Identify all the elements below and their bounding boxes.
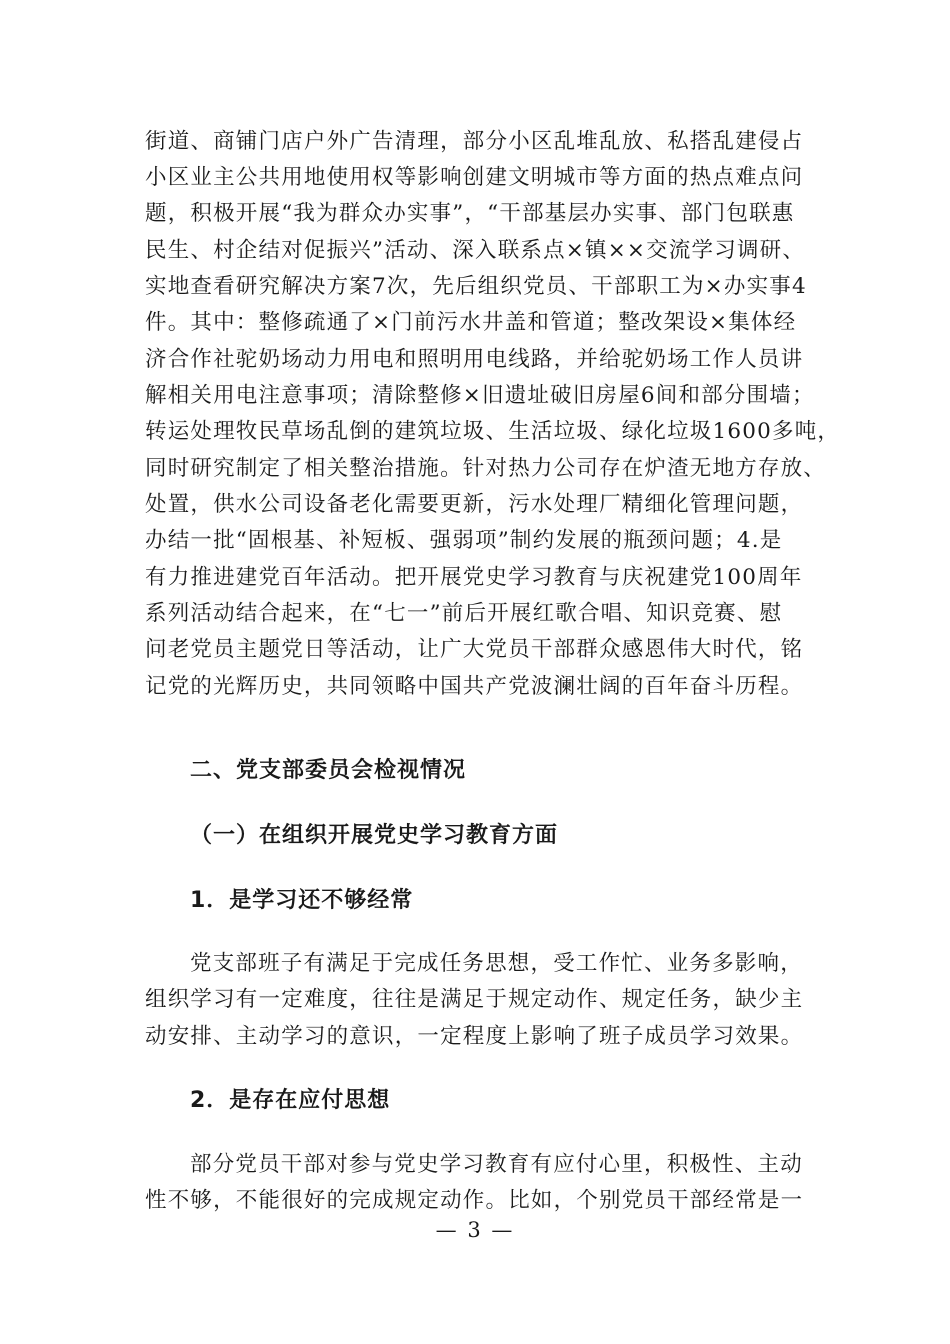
text-line: 件。其中：整修疏通了×门前污水井盖和管道；整改架设×集体经 — [145, 310, 797, 335]
text-line: 实地查看研究解决方案7次，先后组织党员、干部职工为×办实事4 — [145, 274, 807, 299]
text-line: 民生、村企结对促振兴”活动、深入联系点×镇××交流学习调研、 — [145, 238, 806, 263]
text-line: 记党的光辉历史，共同领略中国共产党波澜壮阔的百年奋斗历程。 — [145, 674, 804, 699]
text-line: 处置，供水公司设备老化需要更新，污水处理厂精细化管理问题， — [145, 492, 804, 517]
text-line: 办结一批“固根基、补短板、强弱项”制约发展的瓶颈问题；4.是 — [145, 528, 783, 553]
page-number: — 3 — — [435, 1218, 515, 1242]
text-line: 动安排、主动学习的意识，一定程度上影响了班子成员学习效果。 — [145, 1024, 804, 1049]
text-line: 部分党员干部对参与党史学习教育有应付心里，积极性、主动 — [190, 1152, 803, 1177]
text-line: 解相关用电注意事项；清除整修×旧遗址破旧房屋6间和部分围墙； — [145, 383, 815, 408]
text-line: 同时研究制定了相关整治措施。针对热力公司存在炉渣无地方存放、 — [145, 456, 827, 481]
text-line: 问老党员主题党日等活动，让广大党员干部群众感恩伟大时代，铭 — [145, 637, 804, 662]
text-line: 街道、商铺门店户外广告清理，部分小区乱堆乱放、私搭乱建侵占 — [145, 129, 804, 154]
text-line: 党支部班子有满足于完成任务思想，受工作忙、业务多影响， — [190, 951, 803, 976]
text-line: 系列活动结合起来，在“七一”前后开展红歌合唱、知识竞赛、慰 — [145, 601, 783, 626]
text-line: 转运处理牧民草场乱倒的建筑垃圾、生活垃圾、绿化垃圾1600多吨， — [145, 419, 841, 444]
section-heading: 二、党支部委员会检视情况 — [190, 758, 467, 783]
text-line: 济合作社驼奶场动力用电和照明用电线路，并给驼奶场工作人员讲 — [145, 347, 804, 372]
text-line: 组织学习有一定难度，往往是满足于规定动作、规定任务，缺少主 — [145, 987, 804, 1012]
text-line: 题，积极开展“我为群众办实事”，“干部基层办实事、部门包联惠 — [145, 201, 795, 226]
item-heading: 2．是存在应付思想 — [190, 1088, 391, 1113]
item-heading: 1．是学习还不够经常 — [190, 888, 414, 913]
text-line: 有力推进建党百年活动。把开展党史学习教育与庆祝建党100周年 — [145, 565, 803, 590]
subsection-heading: （一）在组织开展党史学习教育方面 — [190, 823, 559, 848]
text-line: 小区业主公共用地使用权等影响创建文明城市等方面的热点难点问 — [145, 165, 804, 190]
text-line: 性不够，不能很好的完成规定动作。比如，个别党员干部经常是一 — [145, 1188, 804, 1213]
